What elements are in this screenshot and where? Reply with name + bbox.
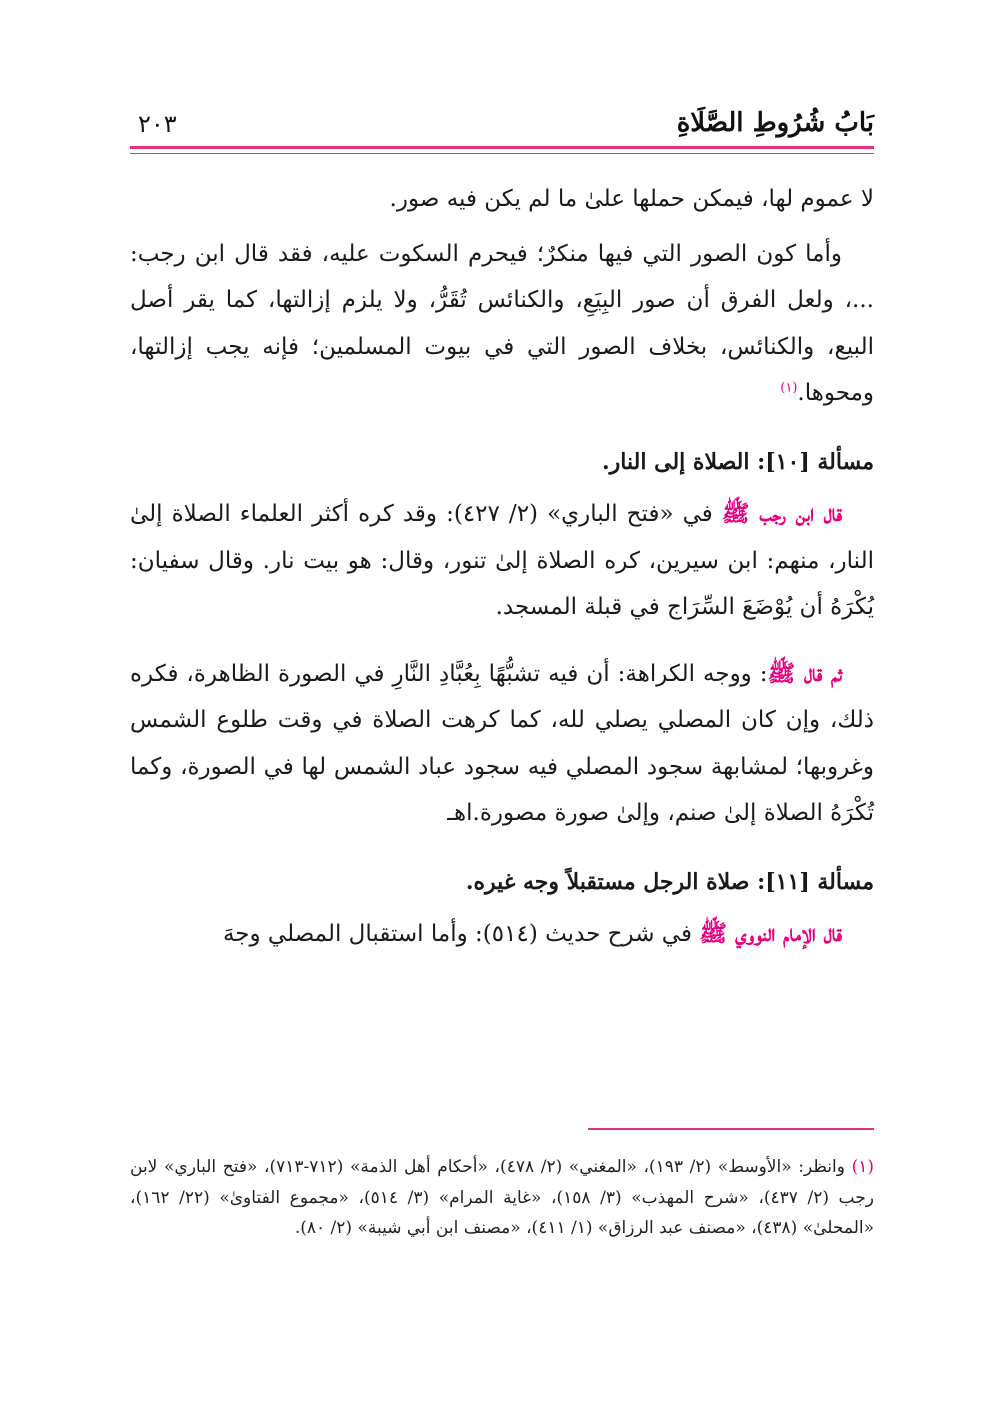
main-text [130,176,874,958]
footnote-ref[interactable]: (١) [780,380,798,396]
paragraph-3-text: في «فتح الباري» (٢/ ٤٢٧): وقد كره أكثر العلماء الصلاة إلىٰ النار، منهم: ابن سيرين، كره الصلاة إلىٰ تنور، وقال: هو بيت نار. وقال سفيان: يُكْرَهُ أن يُوْضَعَ السِّرَاج في قبلة المسجد. [130,501,874,620]
speaker-nawawi: قال الإمام النووي ﷺ [699,920,842,947]
footnote-number: (١) [851,1157,875,1177]
paragraph-2-text: وأما كون الصور التي فيها منكرٌ؛ فيحرم السكوت عليه، فقد قال ابن رجب: ...، ولعل الفرق أن صور البِيَعِ، والكنائس تُقَرُّ، ولا يلزم إزالتها، كما يقر أصل البيع، والكنائس، بخلاف الصور التي في بيوت المسلمين؛ فإنه يجب إزالتها، ومحوها. [130,240,874,406]
heading-issue-10: مسألة [١٠]: الصلاة إلى النار. [602,448,874,475]
paragraph-4 [130,651,874,837]
paragraph-5 [130,911,874,958]
paragraph-2 [130,231,874,417]
heading-issue-11: مسألة [١١]: صلاة الرجل مستقبلاً وجه غيره. [465,868,874,895]
header-rule-thick [130,146,874,149]
paragraph-4-text: : ووجه الكراهة: أن فيه تشبُّهًا بِعُبَّادِ النَّارِ في الصورة الظاهرة، فكره ذلك، وإن كان المصلي يصلي لله، كما كرهت الصلاة في وقت طلوع الشمس وغروبها؛ لمشابهة سجود المصلي فيه سجود عباد الشمس لها في الصورة، وكما تُكْرَهُ الصلاة إلىٰ صنم، وإلىٰ صورة مصورة.اهـ [130,660,874,826]
paragraph-3 [130,491,874,631]
paragraph-1: لا عموم لها، فيمكن حملها علىٰ ما لم يكن فيه صور. [389,186,874,212]
speaker-then-said: ثم قال ﷺ [767,659,842,687]
footnote-text: وانظر: «الأوسط» (٢/ ١٩٣)، «المغني» (٢/ ٤٧٨)، «أحكام أهل الذمة» (٧١٢-٧١٣)، «فتح الباري» لابن رجب (٢/ ٤٣٧)، «شرح المهذب» (٣/ ١٥٨)، «غاية المرام» (٣/ ٥١٤)، «مجموع الفتاوىٰ» (٢٢/ ١٦٢)، «المحلىٰ» (٤٣٨)، «مصنف عبد الرزاق» (١/ ٤١١)، «مصنف ابن أبي شيبة» (٢/ ٨٠). [130,1157,874,1238]
footnote-separator [588,1128,874,1130]
running-header [130,104,874,144]
header-rule-thin [130,153,874,154]
chapter-title: بَابُ شُرُوطِ الصَّلَاةِ [676,108,874,138]
page-number: ٢٠٣ [138,110,177,138]
footnote [130,1152,874,1244]
paragraph-5-text: في شرح حديث (٥١٤): وأما استقبال المصلي وجهَ [222,921,700,947]
speaker-ibn-rajab: قال ابن رجب ﷺ [721,500,842,527]
